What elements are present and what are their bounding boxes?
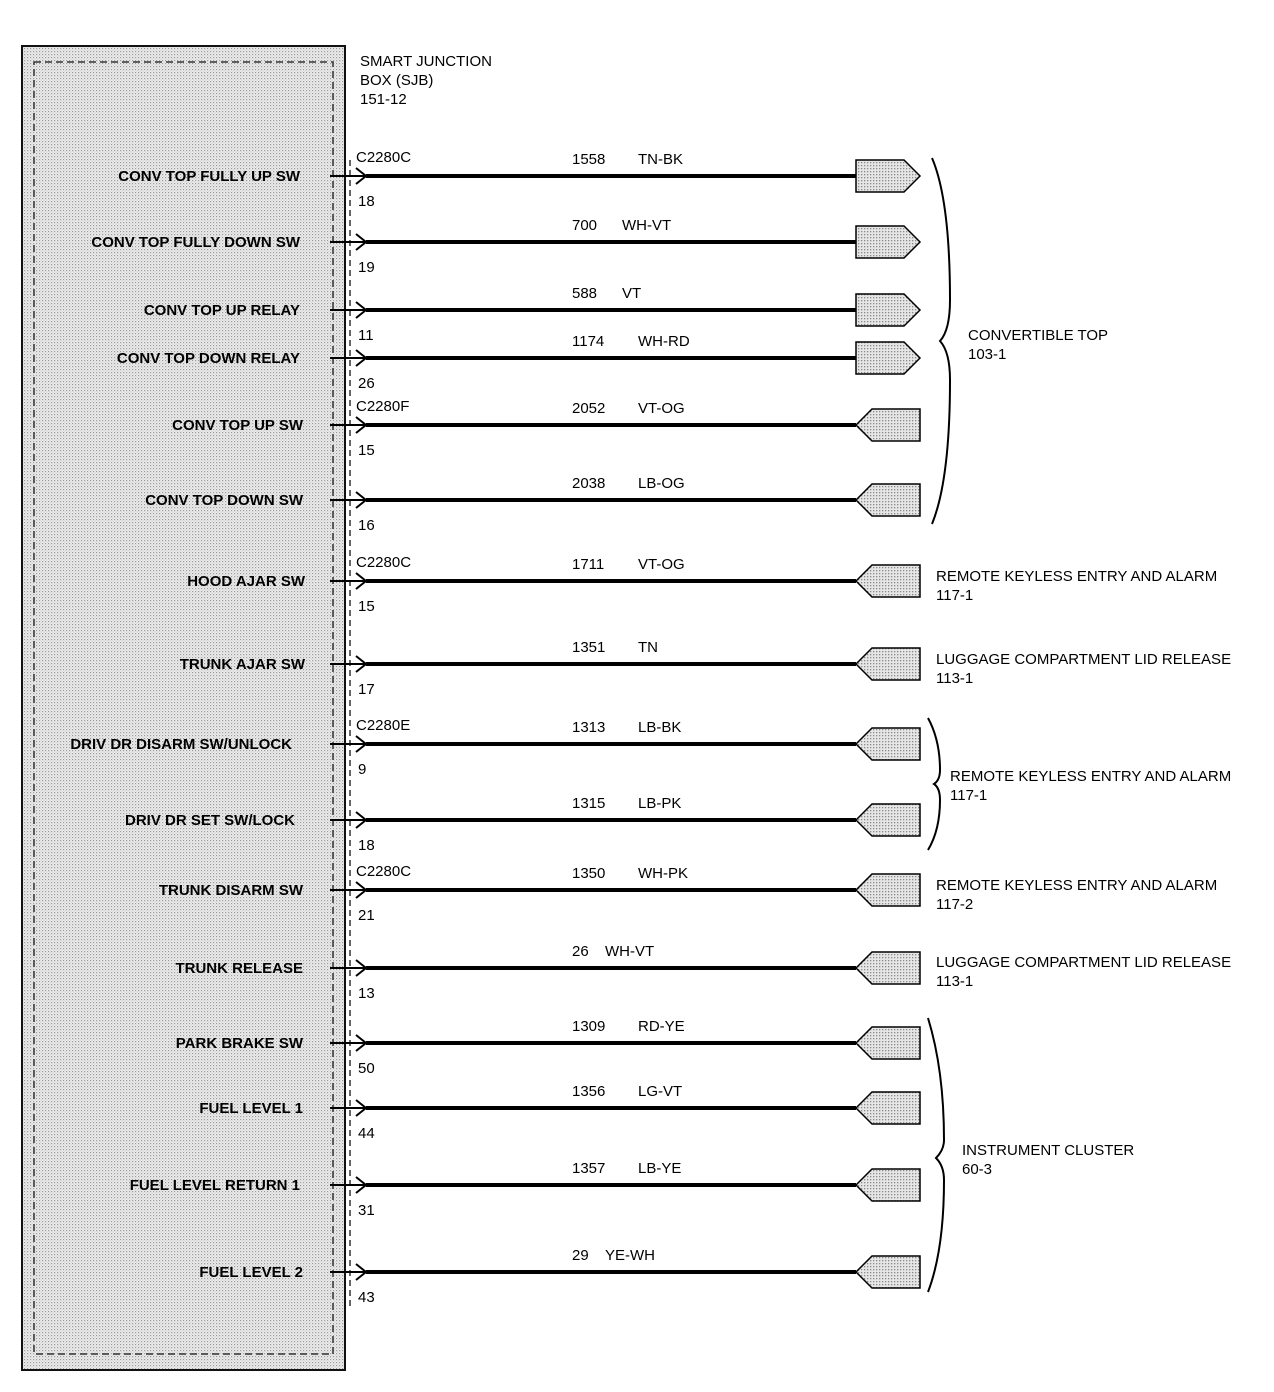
circuit-number: 1711 (572, 556, 605, 573)
dest-luggage-a-name: LUGGAGE COMPARTMENT LID RELEASE (936, 651, 1232, 668)
signal-label: DRIV DR DISARM SW/UNLOCK (70, 736, 292, 753)
pin-number: 44 (358, 1125, 375, 1142)
signal-label: PARK BRAKE SW (175, 1035, 303, 1052)
signal-label: FUEL LEVEL 2 (199, 1264, 303, 1281)
dest-rke-a-name: REMOTE KEYLESS ENTRY AND ALARM (936, 568, 1218, 585)
pin-number: 21 (358, 907, 375, 924)
signal-label: TRUNK DISARM SW (158, 882, 303, 899)
pin-number: 9 (358, 761, 367, 778)
dest-rke-b-name: REMOTE KEYLESS ENTRY AND ALARM (950, 768, 1232, 785)
module-title-line2: BOX (SJB) (360, 72, 434, 89)
pin-number: 15 (358, 442, 375, 459)
dest-instrument-cluster-ref: 60-3 (962, 1161, 993, 1178)
connector-id: C2280C (356, 863, 412, 880)
pin-number: 19 (358, 259, 375, 276)
dest-luggage-b-ref: 113-1 (936, 973, 974, 990)
circuit-number: 2038 (572, 475, 606, 492)
male-terminal (856, 160, 920, 192)
dest-rke-c-name: REMOTE KEYLESS ENTRY AND ALARM (936, 877, 1218, 894)
pin-number: 43 (358, 1289, 375, 1306)
pin-number: 13 (358, 985, 375, 1002)
female-terminal (856, 1027, 920, 1059)
female-terminal (856, 484, 920, 516)
bracket-instrument-cluster (928, 1018, 944, 1292)
circuit-number: 1356 (572, 1083, 606, 1100)
wire-color: VT-OG (638, 556, 685, 573)
bracket-convertible-top (932, 158, 950, 524)
female-terminal (856, 1256, 920, 1288)
signal-label: CONV TOP UP SW (172, 417, 303, 434)
male-terminal (856, 226, 920, 258)
signal-label: CONV TOP FULLY DOWN SW (91, 234, 300, 251)
connector-id: C2280C (356, 149, 412, 166)
female-terminal (856, 804, 920, 836)
signal-label: TRUNK AJAR SW (179, 656, 305, 673)
female-terminal (856, 728, 920, 760)
pin-number: 31 (358, 1202, 375, 1219)
module-title-line3: 151-12 (360, 91, 407, 108)
signal-label: HOOD AJAR SW (187, 573, 305, 590)
dest-convertible-top-name: CONVERTIBLE TOP (968, 327, 1109, 344)
wire-color: VT (622, 285, 642, 302)
male-terminal (856, 342, 920, 374)
circuit-number: 1351 (572, 639, 606, 656)
wire-color: LB-YE (638, 1160, 682, 1177)
dest-instrument-cluster-name: INSTRUMENT CLUSTER (962, 1142, 1135, 1159)
circuit-number: 1315 (572, 795, 606, 812)
circuit-number: 1350 (572, 865, 606, 882)
dest-luggage-b-name: LUGGAGE COMPARTMENT LID RELEASE (936, 954, 1232, 971)
wire-color: TN-BK (638, 151, 683, 168)
signal-label: CONV TOP UP RELAY (143, 302, 300, 319)
dest-luggage-a-ref: 113-1 (936, 670, 974, 687)
female-terminal (856, 952, 920, 984)
connector-id: C2280F (356, 398, 410, 415)
wire-color: TN (638, 639, 658, 656)
signal-label: DRIV DR SET SW/LOCK (124, 812, 295, 829)
circuit-number: 26 (572, 943, 589, 960)
dest-rke-b-ref: 117-1 (950, 787, 988, 804)
dest-rke-a-ref: 117-1 (936, 587, 974, 604)
circuit-number: 1558 (572, 151, 606, 168)
signal-label: CONV TOP DOWN RELAY (116, 350, 300, 367)
connector-id: C2280C (356, 554, 412, 571)
circuit-number: 700 (572, 217, 598, 234)
destination-brackets (928, 158, 950, 1292)
pin-number: 18 (358, 837, 375, 854)
dest-convertible-top-ref: 103-1 (968, 346, 1007, 363)
wire-color: LB-BK (638, 719, 682, 736)
circuit-number: 29 (572, 1247, 589, 1264)
pin-number: 50 (358, 1060, 375, 1077)
female-terminal (856, 1169, 920, 1201)
female-terminal (856, 648, 920, 680)
pin-number: 18 (358, 193, 375, 210)
bracket-rke-117-1 (928, 718, 940, 850)
wire-color: VT-OG (638, 400, 685, 417)
connector-id: C2280E (356, 717, 411, 734)
dest-rke-c-ref: 117-2 (936, 896, 974, 913)
pin-number: 16 (358, 517, 375, 534)
circuit-number: 1313 (572, 719, 606, 736)
module-title-line1: SMART JUNCTION (360, 53, 492, 70)
wire-color: LG-VT (638, 1083, 683, 1100)
signal-label: TRUNK RELEASE (175, 960, 303, 977)
circuit-number: 2052 (572, 400, 606, 417)
pin-number: 11 (358, 327, 374, 344)
pin-number: 15 (358, 598, 375, 615)
wire-color: WH-VT (605, 943, 655, 960)
female-terminal (856, 874, 920, 906)
circuit-number: 1357 (572, 1160, 606, 1177)
female-terminal (856, 409, 920, 441)
wire-color: WH-PK (638, 865, 688, 882)
wire-color: WH-VT (622, 217, 672, 234)
circuit-number: 1174 (572, 333, 605, 350)
female-terminal (856, 565, 920, 597)
signal-label: FUEL LEVEL RETURN 1 (129, 1177, 300, 1194)
wire-color: LB-PK (638, 795, 682, 812)
wire-color: LB-OG (638, 475, 685, 492)
wire-color: WH-RD (638, 333, 690, 350)
signal-label: CONV TOP FULLY UP SW (118, 168, 300, 185)
female-terminal (856, 1092, 920, 1124)
signal-label: CONV TOP DOWN SW (145, 492, 303, 509)
pin-number: 17 (358, 681, 375, 698)
signal-label: FUEL LEVEL 1 (199, 1100, 303, 1117)
male-terminal (856, 294, 920, 326)
wire-color: YE-WH (605, 1247, 655, 1264)
circuit-number: 1309 (572, 1018, 606, 1035)
circuit-number: 588 (572, 285, 598, 302)
pin-number: 26 (358, 375, 375, 392)
wire-color: RD-YE (638, 1018, 685, 1035)
